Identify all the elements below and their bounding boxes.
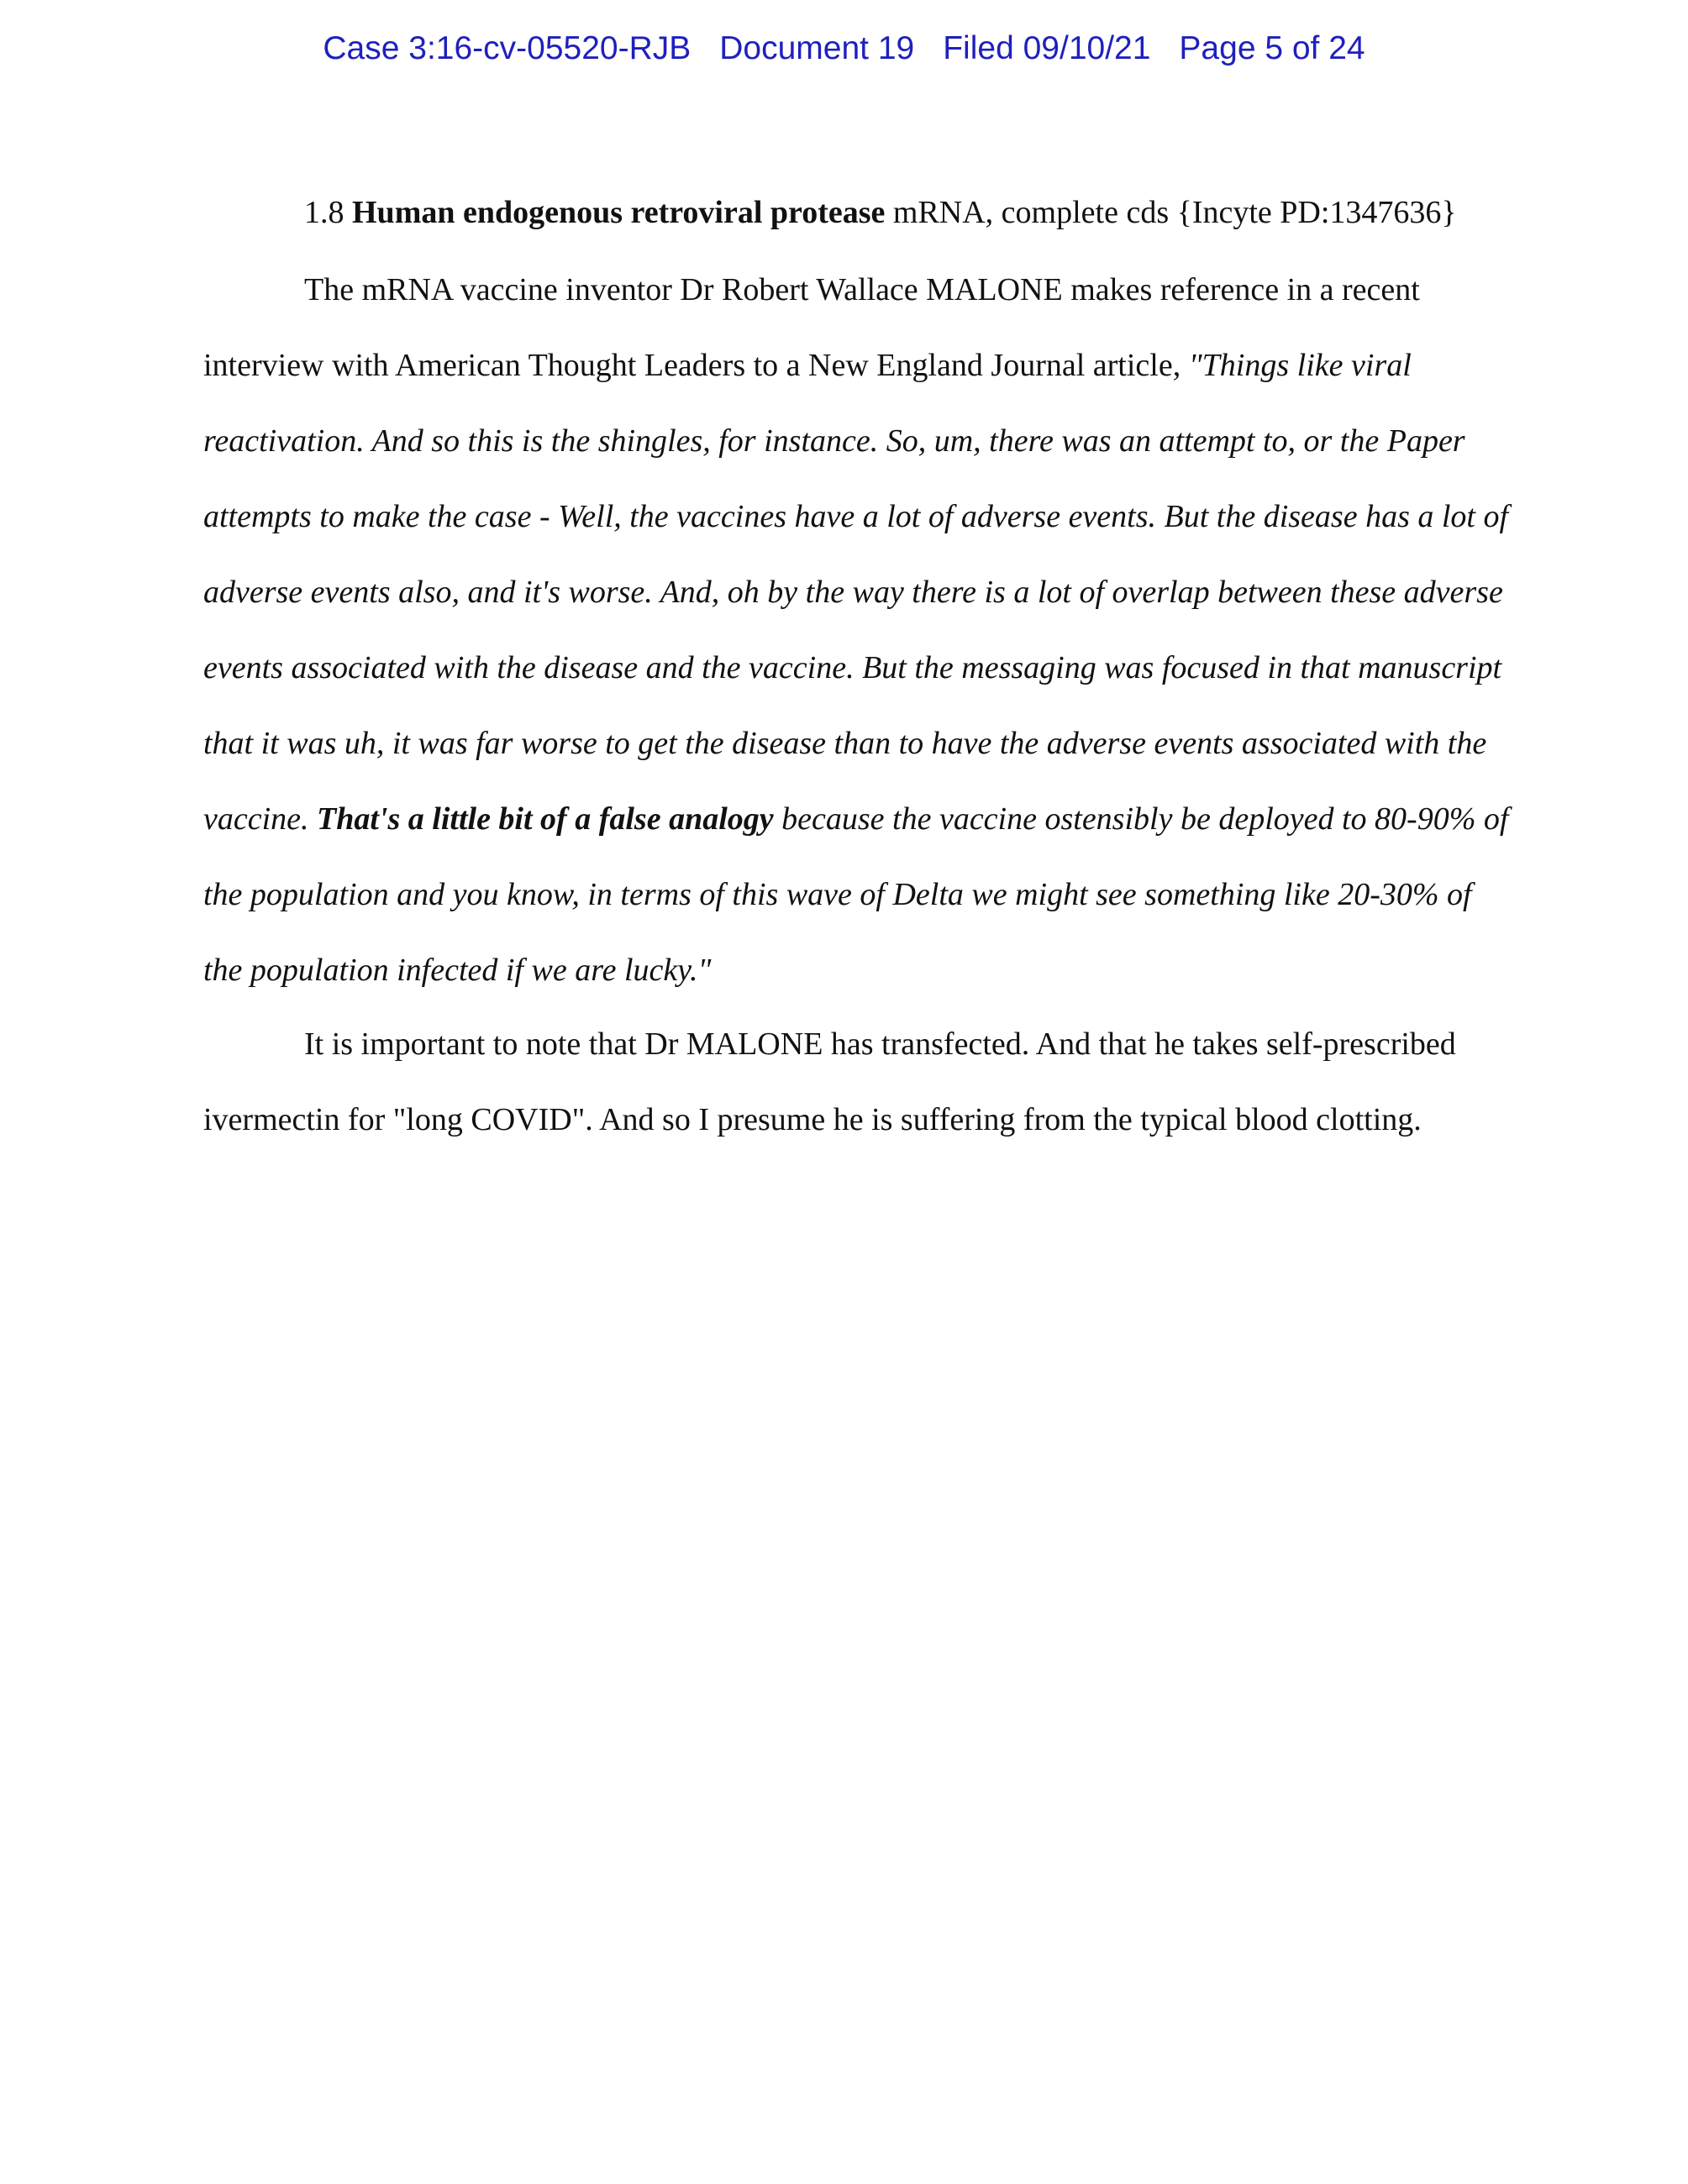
filed-date: Filed 09/10/21: [943, 30, 1151, 66]
section-bold-title: Human endogenous retroviral protease: [352, 195, 886, 230]
document-number: Document 19: [719, 30, 915, 66]
case-header: [0, 30, 1688, 67]
quote-text-part1: "Things like viral reactivation. And so this is the shingles, for instance. So, um, there was an attempt to, or the Paper attempts to make the case - Well, the vaccines have a lot of adverse events. But the disease has a lot of adverse events also, and it's worse. And, oh by the way there is a lot of overlap between these adverse events associated with the disease and the vaccine. But the messaging was focused in that manuscript that it was uh, it was far worse to get the disease than to have the adverse events associated with the vaccine.: [203, 348, 1509, 837]
paragraph-note: It is important to note that Dr MALONE has transfected. And that he takes self-prescribed ivermectin for "long COVID". And so I presume he is suffering from the typical blood clotting.: [203, 1026, 1456, 1137]
quote-emphasis: That's a little bit of a false analogy: [317, 801, 774, 837]
page-number: Page 5 of 24: [1179, 30, 1365, 66]
quote-text-part2: because the vaccine ostensibly be deployed to 80-90% of the population and you know, in terms of this wave of Delta we might see something like 20-30% of the population infected if we are lucky.": [203, 801, 1509, 988]
section-title-rest: mRNA, complete cds {Incyte PD:1347636}: [885, 195, 1457, 230]
section-heading: [203, 192, 1514, 234]
case-number: Case 3:16-cv-05520-RJB: [323, 30, 692, 66]
document-body: [203, 192, 1514, 1158]
paragraph-malone-quote: [203, 252, 1514, 1008]
section-number: 1.8: [304, 195, 352, 230]
paragraph-intro: The mRNA vaccine inventor Dr Robert Wallace MALONE makes reference in a recent interview with American Thought Leaders to a New England Journal article,: [203, 272, 1420, 383]
